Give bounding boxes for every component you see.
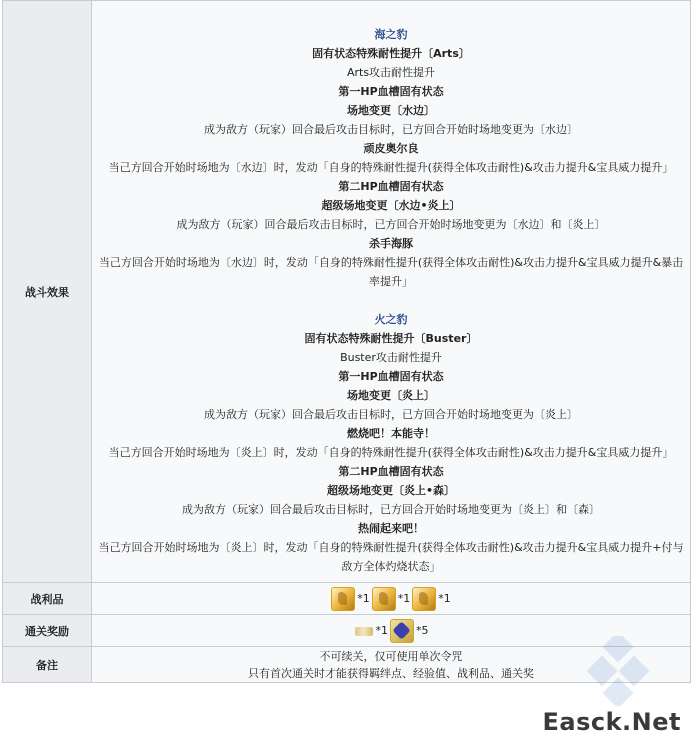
effect-line: 成为敌方（玩家）回合最后攻击目标时，已方回合开始时场地变更为〔炎上〕 — [204, 408, 578, 421]
item-entry[interactable] — [372, 587, 411, 611]
note-line: 只有首次通关时才能获得羁绊点、经验值、战利品、通关奖 — [248, 666, 534, 680]
loot-items — [92, 583, 690, 614]
gold-statue-icon[interactable] — [412, 587, 436, 611]
effect-line: Arts攻击耐性提升 — [346, 66, 436, 79]
clear-reward-header: 通关奖励 — [3, 615, 92, 647]
effect-line: 固有状态特殊耐性提升〔Arts〕 — [312, 47, 470, 60]
effect-line: 热闹起来吧！ — [358, 522, 424, 535]
effects-lines — [92, 25, 690, 576]
gold-statue-icon[interactable] — [331, 587, 355, 611]
effect-line: 成为敌方（玩家）回合最后攻击目标时，已方回合开始时场地变更为〔水边〕和〔炎上〕 — [176, 218, 606, 231]
effect-line: 场地变更〔炎上〕 — [347, 389, 435, 402]
item-count: *1 — [397, 592, 411, 605]
section-title: 海之豹 — [374, 28, 408, 41]
loot-header: 战利品 — [3, 583, 92, 615]
spacer — [92, 291, 690, 310]
watermark-text: Easck.Net — [538, 708, 685, 736]
effect-line: 燃烧吧！本能寺！ — [347, 427, 435, 440]
gold-statue-icon[interactable] — [372, 587, 396, 611]
item-count: *1 — [375, 624, 388, 637]
item-count: *5 — [416, 624, 429, 637]
loot-cell — [92, 583, 691, 615]
item-count: *1 — [438, 592, 451, 605]
effect-line: 第一HP血槽固有状态 — [338, 370, 444, 383]
effect-line: 第二HP血槽固有状态 — [338, 465, 444, 478]
effect-line: 顽皮奥尔良 — [363, 142, 419, 155]
notes-header: 备注 — [3, 647, 92, 683]
gem-icon[interactable] — [390, 619, 414, 643]
effect-line: 当己方回合开始时场地为〔炎上〕时，发动「自身的特殊耐性提升(获得全体攻击耐性)&攻击力提升&宝具威力提升」 — [108, 446, 674, 459]
effects-cell — [92, 1, 691, 583]
item-entry[interactable] — [331, 587, 370, 611]
effect-line: Buster攻击耐性提升 — [340, 351, 442, 364]
scroll-icon[interactable] — [354, 624, 374, 638]
effect-line: 杀手海豚 — [369, 237, 413, 250]
effect-line: 第二HP血槽固有状态 — [338, 180, 444, 193]
effects-header: 战斗效果 — [3, 1, 92, 583]
section-title: 火之豹 — [374, 313, 408, 326]
effect-line: 固有状态特殊耐性提升〔Buster〕 — [304, 332, 478, 345]
effect-line: 当己方回合开始时场地为〔水边〕时，发动「自身的特殊耐性提升(获得全体攻击耐性)&攻击力提升&宝具威力提升」 — [108, 161, 674, 174]
effect-line: 当己方回合开始时场地为〔炎上〕时，发动「自身的特殊耐性提升(获得全体攻击耐性)&攻击力提升&宝具威力提升+付与敌方全体灼烧状态」 — [98, 541, 684, 573]
watermark-logo-icon — [587, 636, 657, 706]
item-entry[interactable] — [412, 587, 451, 611]
effect-line: 场地变更〔水边〕 — [347, 104, 435, 117]
quest-info-table — [2, 0, 691, 683]
effect-line: 当己方回合开始时场地为〔水边〕时，发动「自身的特殊耐性提升(获得全体攻击耐性)&攻击力提升&宝具威力提升&暴击率提升」 — [98, 256, 684, 288]
effect-line: 成为敌方（玩家）回合最后攻击目标时，已方回合开始时场地变更为〔炎上〕和〔森〕 — [182, 503, 600, 516]
effect-line: 超级场地变更〔炎上•森〕 — [326, 484, 456, 497]
item-entry[interactable] — [354, 624, 389, 638]
effect-line: 成为敌方（玩家）回合最后攻击目标时，已方回合开始时场地变更为〔水边〕 — [204, 123, 578, 136]
item-count: *1 — [357, 592, 370, 605]
effect-line: 超级场地变更〔水边•炎上〕 — [321, 199, 461, 212]
effect-line: 第一HP血槽固有状态 — [338, 85, 444, 98]
note-line: 不可续关，仅可使用单次令咒 — [319, 649, 463, 663]
item-entry[interactable] — [390, 619, 429, 643]
